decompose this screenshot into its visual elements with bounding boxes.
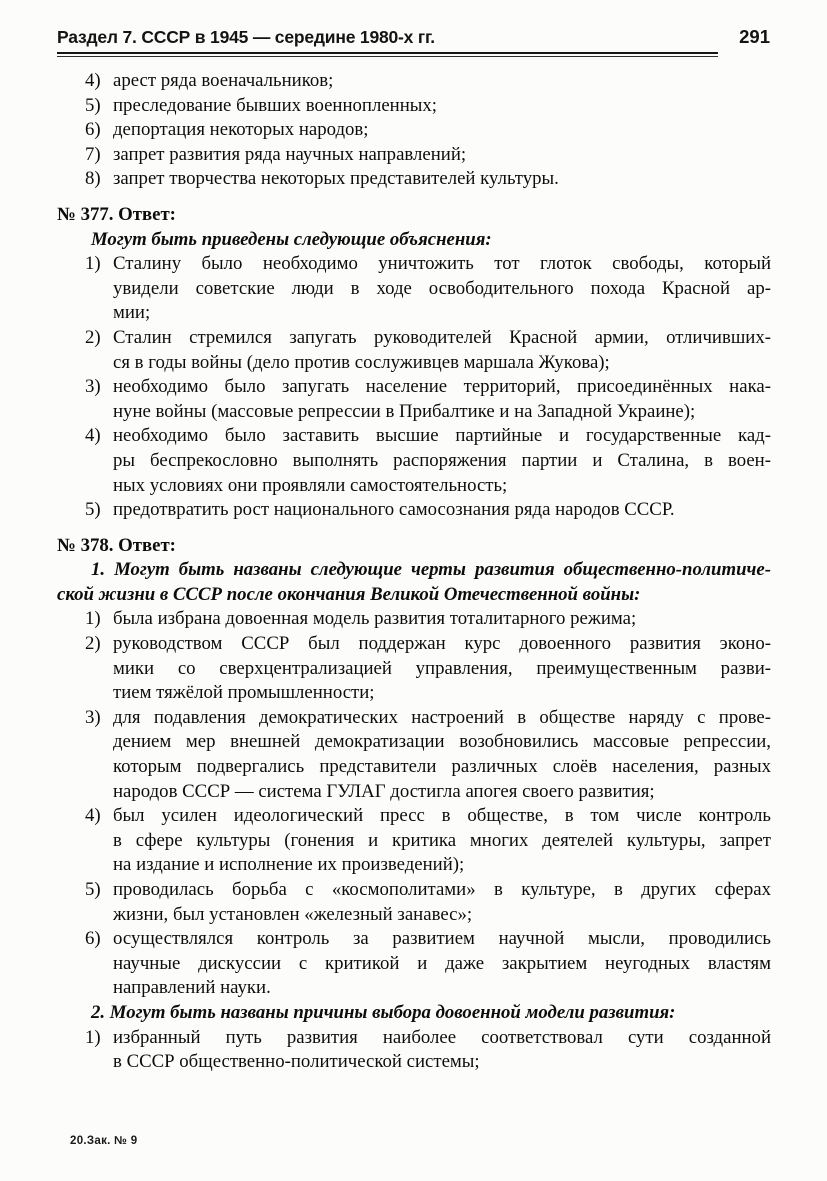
item-marker: 6): [85, 928, 101, 950]
text-line: [85, 167, 771, 192]
text-line: [85, 1026, 771, 1051]
item-marker: 1): [85, 1026, 101, 1048]
item-text: был усилен идеологический пресс в обществе, в том числе контроль: [113, 805, 771, 827]
text-line: [85, 878, 771, 903]
text-line: [85, 607, 771, 632]
header-rule: [57, 52, 718, 57]
item-text: Сталин стремился запугать руководителей Красной армии, отличивших-: [113, 326, 771, 348]
answer-section: [57, 534, 771, 1075]
item-text: проводилась борьба с «космополитами» в культуре, в других сферах: [113, 879, 771, 900]
list-item: [57, 143, 771, 168]
item-text: нуне войны (массовые репрессии в Прибалтике и на Западной Украине);: [113, 400, 696, 422]
text-line: [113, 449, 771, 474]
text-line: [113, 853, 771, 878]
page-header: [57, 27, 770, 49]
lead-paragraph: [57, 558, 771, 607]
text-line: [85, 927, 771, 952]
text-line: [85, 326, 771, 351]
list-item: [57, 252, 771, 326]
list-item: [57, 706, 771, 804]
list-item: [57, 804, 771, 878]
item-text: была избрана довоенная модель развития тоталитарного режима;: [113, 608, 637, 630]
item-text: на издание и исполнение их произведений);: [113, 854, 465, 876]
lead-text: Могут быть приведены следующие объяснения:: [91, 228, 492, 250]
item-text: ся в годы войны (дело против сослуживцев маршала Жукова);: [113, 351, 610, 373]
text-line: [113, 277, 771, 302]
text-line: [57, 583, 771, 608]
item-text: тием тяжёлой промышленности;: [113, 682, 375, 704]
item-text: осуществлялся контроль за развитием научной мысли, проводились: [113, 928, 771, 950]
section-heading: № 378. Ответ:: [57, 534, 176, 556]
lead-text: 1. Могут быть названы следующие черты развития общественно-политиче-: [91, 559, 771, 581]
text-line: [85, 804, 771, 829]
section-heading: № 377. Ответ:: [57, 203, 176, 225]
item-marker: 4): [85, 805, 101, 827]
lead-paragraph: [57, 1001, 771, 1026]
item-text: депортация некоторых народов;: [113, 119, 369, 141]
item-text: в сфере культуры (гонения и критика многих деятелей культуры, запрет: [113, 829, 771, 851]
text-line: [85, 498, 771, 523]
item-text: в СССР общественно-политической системы;: [113, 1051, 480, 1073]
answer-section: [57, 203, 771, 523]
text-line: [85, 706, 771, 731]
item-marker: 2): [85, 326, 101, 348]
item-text: мики со сверхцентрализацией управления, преимущественным разви-: [113, 657, 771, 679]
text-line: [85, 375, 771, 400]
item-text: дением мер внешней демократизации возобновились массовые репрессии,: [113, 731, 771, 753]
item-text: руководством СССР был поддержан курс довоенного развития эконо-: [113, 633, 771, 655]
text-line: [85, 118, 771, 143]
item-marker: 2): [85, 633, 101, 655]
item-text: необходимо было запугать население территорий, присоединённых нака-: [113, 376, 771, 398]
text-line: [113, 780, 771, 805]
item-text: арест ряда военачальников;: [113, 70, 334, 91]
item-marker: 7): [85, 143, 101, 165]
list-item: [57, 878, 771, 927]
text-line: [85, 94, 771, 119]
text-line: [113, 829, 771, 854]
list-item: [57, 1026, 771, 1075]
list-item: [57, 69, 771, 94]
item-text: избранный путь развития наиболее соответствовал сути созданной: [113, 1026, 771, 1048]
item-text: жизни, был установлен «железный занавес»;: [113, 903, 473, 925]
running-title: Раздел 7. СССР в 1945 — середине 1980-х гг.: [57, 27, 435, 47]
list-item: [57, 167, 771, 192]
text-line: [113, 903, 771, 928]
item-marker: 5): [85, 499, 101, 521]
text-line: [113, 400, 771, 425]
text-line: [113, 1050, 771, 1075]
list-item: [57, 118, 771, 143]
text-line: [57, 228, 771, 253]
text-line: [113, 976, 771, 1001]
item-marker: 4): [85, 70, 101, 91]
text-line: [113, 351, 771, 376]
item-marker: 3): [85, 376, 101, 398]
text-line: [113, 657, 771, 682]
item-text: необходимо было заставить высшие партийные и государственные кад-: [113, 425, 771, 447]
lead-text: ской жизни в СССР после окончания Великой Отечественной войны:: [57, 583, 641, 605]
item-text: ры беспрекословно выполнять распоряжения партии и Сталина, в воен-: [113, 449, 771, 471]
item-text: направлений науки.: [113, 977, 271, 999]
item-text: запрет творчества некоторых представителей культуры.: [113, 168, 559, 190]
item-text: Сталину было необходимо уничтожить тот глоток свободы, который: [113, 253, 771, 275]
item-marker: 8): [85, 168, 101, 190]
text-line: [57, 558, 771, 583]
list-item: [57, 498, 771, 523]
text-line: [113, 301, 771, 326]
item-marker: 6): [85, 119, 101, 141]
list-item: [57, 326, 771, 375]
page-body: [57, 69, 771, 1075]
item-text: увидели советские люди в ходе освободительного похода Красной ар-: [113, 277, 771, 299]
list-item: [57, 927, 771, 1001]
item-marker: 1): [85, 253, 101, 275]
item-marker: 5): [85, 879, 101, 900]
item-text: предотвратить рост национального самосознания ряда народов СССР.: [113, 499, 675, 521]
item-marker: 1): [85, 608, 101, 630]
text-line: [85, 252, 771, 277]
list-item: [57, 375, 771, 424]
text-line: [113, 952, 771, 977]
list-item: [57, 607, 771, 632]
text-line: [57, 1001, 771, 1026]
item-text: запрет развития ряда научных направлений;: [113, 143, 467, 165]
lead-text: 2. Могут быть названы причины выбора довоенной модели развития:: [91, 1001, 676, 1023]
printer-imprint: 20.Зак. № 9: [70, 1135, 138, 1147]
text-line: [85, 424, 771, 449]
list-item: [57, 632, 771, 706]
text-line: [113, 681, 771, 706]
item-text: ных условиях они проявляли самостоятельность;: [113, 474, 508, 496]
page-number: 291: [739, 26, 770, 47]
item-marker: 4): [85, 425, 101, 447]
item-marker: 5): [85, 94, 101, 116]
item-text: для подавления демократических настроений в обществе наряду с прове-: [113, 706, 771, 728]
item-marker: 3): [85, 706, 101, 728]
list-item: [57, 94, 771, 119]
item-text: преследование бывших военнопленных;: [113, 94, 437, 116]
text-line: [85, 632, 771, 657]
text-line: [113, 474, 771, 499]
item-text: народов СССР — система ГУЛАГ достигла апогея своего развития;: [113, 780, 655, 802]
item-text: которым подвергались представители различных слоёв населения, разных: [113, 756, 771, 778]
lead-paragraph: [57, 228, 771, 253]
list-item: [57, 424, 771, 498]
text-line: [85, 143, 771, 168]
text-line: [113, 730, 771, 755]
item-text: научные дискуссии с критикой и даже закрытием неугодных властям: [113, 952, 771, 974]
text-line: [85, 69, 771, 94]
item-text: мии;: [113, 302, 151, 324]
text-line: [113, 755, 771, 780]
